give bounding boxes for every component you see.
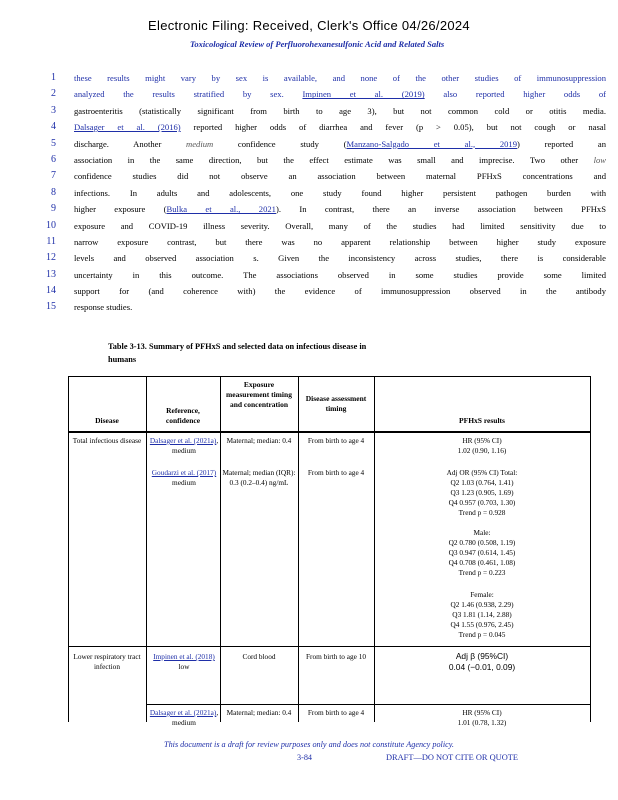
header-results: PFHxS results	[459, 416, 505, 425]
line-text: support for (and coherence with) the evidence of immunosuppression observed in the antibody	[74, 286, 606, 297]
line-text	[74, 136, 606, 152]
cell-exposure: Maternal; median: 0.4	[226, 708, 292, 717]
line-1	[36, 70, 606, 86]
confidence-term: low	[593, 154, 606, 165]
line-number: 13	[46, 268, 56, 280]
line-text-content: also reported higher odds of	[424, 89, 606, 100]
line-14	[36, 283, 606, 299]
line-text-content: higher exposure (	[74, 204, 167, 215]
line-text	[74, 70, 606, 86]
line-number: 15	[46, 301, 56, 313]
line-11	[36, 234, 606, 250]
line-number: 4	[51, 121, 56, 133]
result-line: Q2 1.03 (0.764, 1.41)	[450, 478, 514, 487]
result-line: Female:	[470, 590, 494, 599]
line-text-content: discharge. Another	[74, 138, 187, 149]
cell-reference	[148, 436, 220, 456]
line-15	[36, 299, 606, 315]
line-text-content: reported higher odds of diarrhea and fever (p > 0.05), but not cough or nasal	[180, 122, 606, 133]
line-12	[36, 250, 606, 266]
result-line: 1.01 (0.78, 1.32)	[457, 718, 507, 727]
table-caption-line: humans	[108, 355, 137, 364]
result-line: HR (95% CI)	[462, 708, 502, 717]
draft-disclaimer: This document is a draft for review purposes only and does not constitute Agency policy.	[164, 740, 454, 749]
cell-assessment: From birth to age 4	[307, 708, 365, 717]
result-line: Adj OR (95% CI) Total:	[446, 468, 518, 477]
citation-link[interactable]: Goudarzi et al. (2017)	[151, 468, 217, 477]
line-number: 2	[51, 88, 56, 100]
column-rule	[298, 376, 299, 722]
cell-results	[374, 708, 590, 728]
line-text: narrow exposure contrast, but there was no apparent relationship between higher study exposure	[74, 236, 606, 247]
line-text: infections. In adults and adolescents, one study found higher persistent pathogen burden with	[74, 187, 606, 198]
result-line: Trend p = 0.045	[458, 630, 506, 639]
row-rule	[146, 704, 590, 705]
line-8	[36, 185, 606, 201]
cell-reference	[148, 652, 220, 672]
cell-reference	[148, 468, 220, 488]
line-text: confidence studies did not observe an association between maternal PFHxS concentrations and	[74, 171, 606, 182]
line-13	[36, 267, 606, 283]
result-line: Q4 0.957 (0.703, 1.30)	[448, 498, 516, 507]
table-caption-line: Table 3-13. Summary of PFHxS and selected data on infectious disease in	[108, 342, 367, 351]
citation-link[interactable]: Dalsager et al. (2021a)	[149, 708, 217, 717]
line-text-content: analyzed the results stratified by sex.	[74, 89, 303, 100]
result-line: Q4 0.708 (0.461, 1.08)	[448, 558, 516, 567]
filing-header: Electronic Filing: Received, Clerk's Office 04/26/2024	[148, 18, 470, 33]
column-rule	[146, 376, 147, 722]
confidence-term: medium	[186, 138, 214, 149]
line-2	[36, 86, 606, 102]
column-rule	[220, 376, 221, 722]
line-number: 11	[46, 235, 56, 247]
cell-disease: Total infectious disease	[72, 436, 142, 445]
result-line: Male:	[473, 528, 491, 537]
citation-link[interactable]: Manzano-Salgado et al., 2019	[346, 138, 518, 149]
cell-assessment: From birth to age 10	[306, 652, 366, 661]
cell-results	[374, 468, 590, 578]
header-reference: Reference, confidence	[165, 406, 201, 425]
line-text	[74, 119, 606, 135]
page-number: 3-84	[297, 753, 313, 762]
result-line: Q4 1.55 (0.976, 2.45)	[450, 620, 514, 629]
header-assessment: Disease assessment timing	[305, 394, 367, 413]
line-number: 9	[51, 203, 56, 215]
result-line: Q2 0.780 (0.508, 1.19)	[448, 538, 516, 547]
cell-exposure: Cord blood	[242, 652, 276, 661]
line-text-content: these results might vary by sex is available, and none of the other studies of immunosuppression	[74, 73, 606, 83]
result-line: Q3 0.947 (0.614, 1.45)	[448, 548, 516, 557]
line-5	[36, 136, 606, 152]
line-text: exposure and COVID-19 illness severity. Overall, many of the studies had limited sensitivity due to	[74, 220, 606, 231]
result-spacer	[374, 518, 590, 528]
line-text: gastroenteritis (statistically significant from birth to age 3), but not common cold or otitis media.	[74, 105, 606, 116]
cell-results	[374, 651, 590, 673]
cell-assessment: From birth to age 4	[307, 436, 365, 445]
table-caption	[108, 340, 508, 366]
confidence-label: , medium	[172, 708, 219, 727]
line-text	[74, 201, 606, 217]
result-line: Q3 1.23 (0.905, 1.69)	[450, 488, 514, 497]
cell-assessment: From birth to age 4	[307, 468, 365, 477]
result-line: Q3 1.81 (1.14, 2.88)	[452, 610, 512, 619]
line-text: levels and observed association s. Given the inconsistency across studies, there is considerable	[74, 253, 606, 264]
line-number: 14	[46, 285, 56, 297]
citation-link[interactable]: Impinen et al. (2018)	[153, 652, 215, 661]
line-text-content: association in the same direction, but the effect estimate was small and imprecise. Two other	[74, 154, 594, 165]
line-text: uncertainty in this outcome. The associations observed in some studies provide some limited	[74, 269, 606, 280]
line-text-content: ) reported an	[517, 138, 607, 149]
result-line: Adj β (95%CI)	[455, 651, 509, 661]
line-number: 5	[51, 137, 56, 149]
result-line: Trend p = 0.928	[458, 508, 506, 517]
line-number: 8	[51, 186, 56, 198]
line-3	[36, 103, 606, 119]
line-number: 12	[46, 252, 56, 264]
line-text	[74, 152, 606, 168]
infectious-disease-table	[68, 376, 590, 727]
header-disease: Disease	[95, 416, 119, 425]
line-4	[36, 119, 606, 135]
row-rule	[68, 646, 590, 647]
result-line: HR (95% CI)	[462, 436, 502, 445]
line-number: 1	[51, 72, 56, 83]
line-6	[36, 152, 606, 168]
table-left-border	[68, 376, 69, 722]
cell-reference	[148, 708, 220, 728]
cell-disease: Lower respiratory tract infection	[73, 652, 141, 671]
citation-link[interactable]: Impinen et al. (2019)	[302, 89, 425, 100]
line-7	[36, 168, 606, 184]
citation-link[interactable]: Dalsager et al. (2016)	[74, 122, 181, 133]
citation-link[interactable]: Dalsager et al. (2021a)	[149, 436, 217, 445]
line-text-content: confidence study (	[213, 138, 347, 149]
line-text: response studies.	[74, 302, 133, 313]
document-subtitle: Toxicological Review of Perfluorohexanesulfonic Acid and Related Salts	[190, 39, 445, 49]
citation-link[interactable]: Bulka et al., 2021	[166, 204, 276, 215]
confidence-label: medium	[172, 478, 196, 487]
result-line: 1.02 (0.90, 1.16)	[457, 446, 507, 455]
line-text	[74, 86, 606, 102]
cell-exposure: Maternal; median: 0.4	[226, 436, 292, 445]
line-number: 3	[51, 104, 56, 116]
line-number: 10	[46, 219, 56, 231]
draft-notice: DRAFT—DO NOT CITE OR QUOTE	[386, 753, 518, 762]
line-text-content: ). In contrast, there an inverse association between PFHxS	[275, 204, 607, 215]
line-10	[36, 218, 606, 234]
cell-results	[374, 590, 590, 640]
line-number: 6	[51, 153, 56, 165]
result-line: Q2 1.46 (0.938, 2.29)	[450, 600, 514, 609]
body-text	[36, 70, 606, 316]
result-line: 0.04 (−0.01, 0.09)	[448, 662, 516, 672]
confidence-label: , medium	[172, 436, 219, 455]
line-number: 7	[51, 170, 56, 182]
result-line: Trend p = 0.223	[458, 568, 506, 577]
confidence-label: low	[178, 662, 190, 671]
line-9	[36, 201, 606, 217]
header-exposure: Exposure measurement timing and concentration	[226, 380, 292, 409]
table-right-border	[590, 376, 591, 722]
cell-results	[374, 436, 590, 456]
cell-exposure: Maternal; median (IQR): 0.3 (0.2–0.4) ng/mL	[222, 468, 296, 487]
